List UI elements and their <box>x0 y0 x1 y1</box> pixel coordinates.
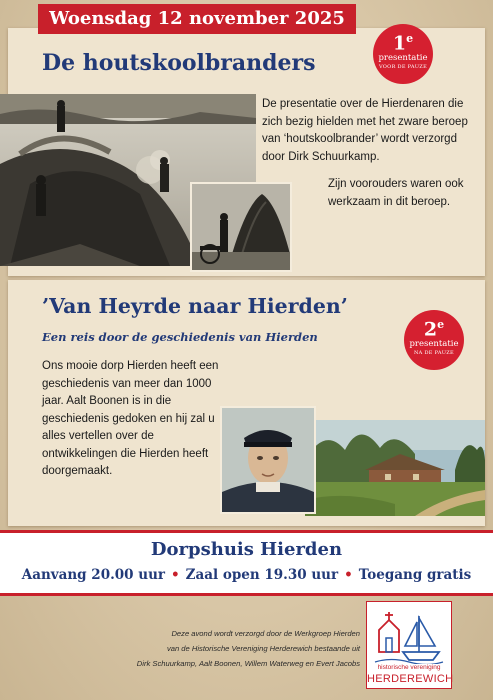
event-times <box>0 567 493 583</box>
presentation-1-ancestors: Zijn voorouders waren ook werkzaam in dit beroep. <box>328 178 464 208</box>
event-info-band <box>0 530 493 596</box>
date-banner: Woensdag 12 november 2025 <box>38 4 356 34</box>
badge-word-2: presentatie <box>409 339 459 350</box>
presentation-2-title: ’Van Heyrde naar Hierden’ <box>42 294 348 318</box>
organizers-credit <box>60 626 360 671</box>
badge-sub-2: NA DE PAUZE <box>414 350 454 357</box>
logo-name: HERDEREWICH <box>367 673 454 685</box>
badge-word-1: presentatie <box>378 53 428 64</box>
presentation-1-badge <box>373 24 433 84</box>
presentation-2-subtitle: Een reis door de geschiedenis van Hierden <box>42 330 318 344</box>
bullet-dot-icon: • <box>171 567 180 583</box>
badge-sub-1: VOOR DE PAUZE <box>378 64 428 71</box>
ship-church-logo-icon <box>373 608 445 664</box>
logo-subtitle: historische vereniging <box>377 664 441 671</box>
start-time: Aanvang 20.00 uur <box>21 567 166 583</box>
presentation-2-description: Ons mooie dorp Hierden heeft een geschiedenis van meer dan 1000 jaar. Aalt Boonen is in die geschiedenis gedoken en hij zal u alles vertellen over de ontwikkelingen die Hierden heeft doorgemaakt. <box>42 360 219 477</box>
badge-number-1: 1e <box>392 32 414 55</box>
herderewich-logo <box>366 601 452 689</box>
badge-number-2: 2e <box>423 318 445 341</box>
presentation-1-description: De presentatie over de Hierdenaren die zich bezig hielden met het zware beroep van ‘houtskoolbrander’ wordt verzorgd door Dirk Schuurkamp. <box>262 98 468 163</box>
presentation-2-badge <box>404 310 464 370</box>
credit-line-3: Dirk Schuurkamp, Aalt Boonen, Willem Waterweg en Evert Jacobs <box>136 659 360 668</box>
charcoal-kiln-photo <box>190 182 292 272</box>
doors-open-time: Zaal open 19.30 uur <box>185 567 339 583</box>
historical-portrait <box>220 406 316 514</box>
bullet-dot-icon: • <box>344 567 353 583</box>
farmhouse-painting <box>305 420 485 516</box>
credit-line-1: Deze avond wordt verzorgd door de Werkgroep Hierden <box>171 629 360 638</box>
presentation-1-title: De houtskoolbranders <box>42 50 316 76</box>
venue-name: Dorpshuis Hierden <box>150 539 343 560</box>
entry-info: Toegang gratis <box>358 567 472 583</box>
credit-line-2: van de Historische Vereniging Herderewich bestaande uit <box>166 644 360 653</box>
